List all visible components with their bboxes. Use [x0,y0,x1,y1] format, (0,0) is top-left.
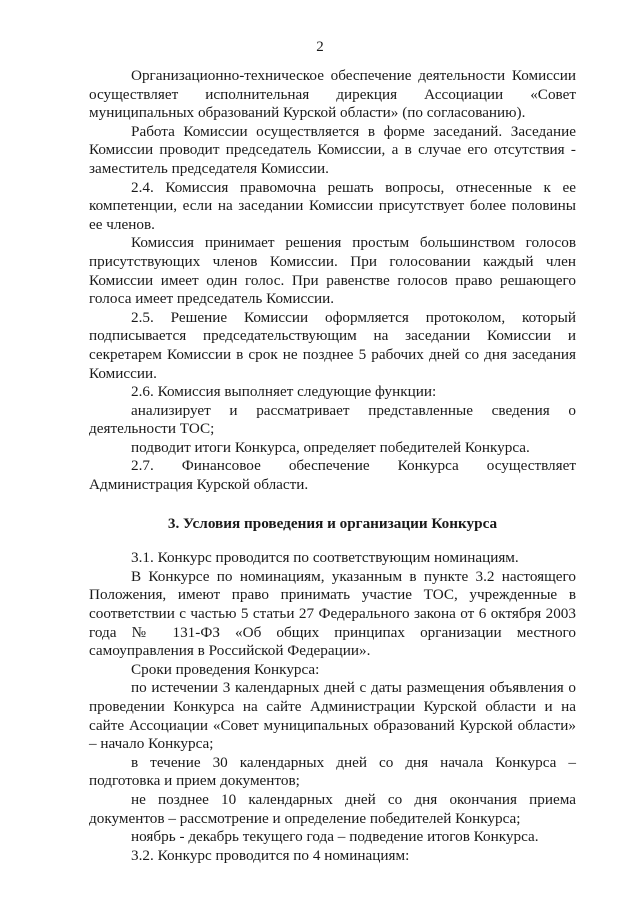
paragraph: Работа Комиссии осуществляется в форме заседаний. Заседание Комиссии проводит председатель Комиссии, а в случае его отсутствия - заместитель председателя Комиссии. [89,122,576,177]
function-item: анализирует и рассматривает представленные сведения о деятельности ТОС; [89,401,576,438]
timeline-item: не позднее 10 календарных дней со дня окончания приема документов – рассмотрение и определение победителей Конкурса; [89,790,576,827]
spacer [89,495,576,515]
function-item: подводит итоги Конкурса, определяет победителей Конкурса. [131,438,530,456]
paragraph: Сроки проведения Конкурса: [131,660,320,678]
document-body [89,67,576,865]
paragraph-2-6: 2.6. Комиссия выполняет следующие функции: [131,383,437,401]
section-heading: 3. Условия проведения и организации Конкурса [167,514,498,532]
paragraph: В Конкурсе по номинациям, указанным в пункте 3.2 настоящего Положения, имеют право принимать участие ТОС, учрежденные в соответствии с частью 5 статьи 27 Федерального закона от 6 октября 2003 года № 131-ФЗ «Об общих принципах организации местного самоуправления в Российской Федерации». [89,567,576,660]
timeline-item: ноябрь - декабрь текущего года – подведение итогов Конкурса. [131,828,539,846]
timeline-item: в течение 30 календарных дней со дня начала Конкурса – подготовка и прием документов; [89,753,576,790]
paragraph-2-5: 2.5. Решение Комиссии оформляется протоколом, который подписывается председательствующим на заседании Комиссии и секретарем Комиссии в срок не позднее 5 рабочих дней со дня заседания Комиссии. [89,308,576,382]
timeline-item: по истечении 3 календарных дней с даты размещения объявления о проведении Конкурса на сайте Администрации Курской области и на сайте Ассоциации «Совет муниципальных образований Курской области» – начало Конкурса; [89,679,576,753]
page-number: 2 [316,39,324,55]
paragraph-2-7: 2.7. Финансовое обеспечение Конкурса осуществляет Администрация Курской области. [89,457,576,494]
paragraph: Комиссия принимает решения простым большинством голосов присутствующих членов Комиссии. При голосовании каждый член Комиссии имеет один голос. При равенстве голосов право решающего голоса имеет председатель Комиссии. [89,234,576,308]
spacer [89,533,576,549]
paragraph-3-2: 3.2. Конкурс проводится по 4 номинациям: [131,846,410,864]
paragraph-2-4: 2.4. Комиссия правомочна решать вопросы, отнесенные к ее компетенции, если на заседании Комиссии присутствует более половины ее членов. [89,178,576,233]
paragraph-3-1: 3.1. Конкурс проводится по соответствующим номинациям. [131,549,519,567]
paragraph: Организационно-техническое обеспечение деятельности Комиссии осуществляет исполнительная дирекция Ассоциации «Совет муниципальных образований Курской области» (по согласованию). [89,67,576,122]
